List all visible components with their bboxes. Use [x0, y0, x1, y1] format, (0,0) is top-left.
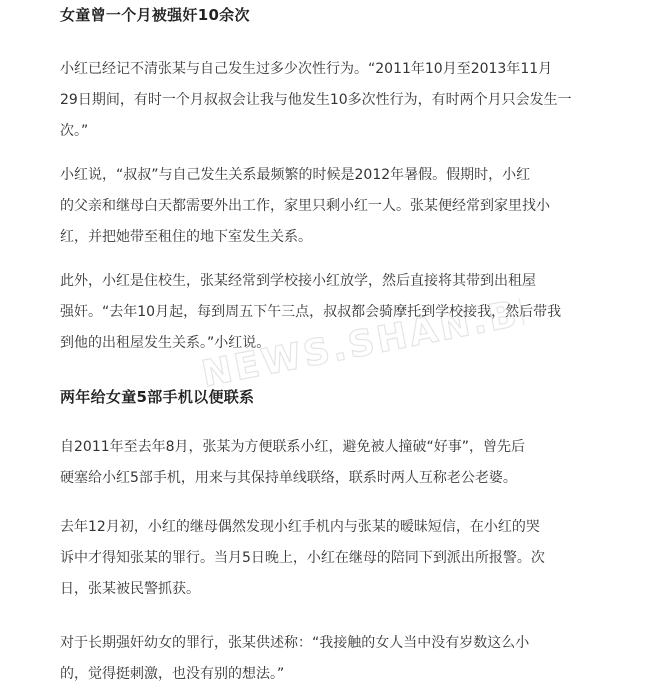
paragraph-line: 自2011年至去年8月，张某为方便联系小红，避免被人撞破“好事”，曾先后: [60, 439, 526, 455]
paragraph-2: [60, 160, 620, 253]
paragraph-3: [60, 266, 620, 359]
paragraph-line: 小红已经记不清张某与自己发生过多少次性行为。“2011年10月至2013年11月: [60, 61, 553, 77]
paragraph-4: [60, 432, 620, 494]
paragraph-1: [60, 54, 620, 147]
paragraph-line: 到他的出租屋发生关系。”小红说。: [60, 335, 271, 351]
section-heading-2: 两年给女童5部手机以便联系: [60, 388, 255, 406]
paragraph-line: 小红说，“叔叔”与自己发生关系最频繁的时候是2012年暑假。假期时，小红: [60, 167, 531, 183]
watermark-text: NEWS.SHAN.BBOS: [198, 281, 528, 396]
paragraph-line: 的，觉得挺刺激，也没有别的想法。”: [60, 666, 285, 682]
paragraph-line: 红，并把她带至租住的地下室发生关系。: [60, 229, 312, 245]
paragraph-line: 硬塞给小红5部手机，用来与其保持单线联络，联系时两人互称老公老婆。: [60, 470, 517, 486]
paragraph-line: 次。”: [60, 123, 89, 139]
paragraph-line: 去年12月初，小红的继母偶然发现小红手机内与张某的暧昧短信，在小红的哭: [60, 519, 540, 535]
section-heading-1: 女童曾一个月被强奸10余次: [60, 6, 250, 24]
paragraph-line: 此外，小红是住校生，张某经常到学校接小红放学，然后直接将其带到出租屋: [60, 273, 536, 289]
paragraph-5: [60, 512, 620, 605]
paragraph-line: 29日期间，有时一个月叔叔会让我与他发生10多次性行为，有时两个月只会发生一: [60, 92, 572, 108]
paragraph-line: 的父亲和继母白天都需要外出工作，家里只剩小红一人。张某便经常到家里找小: [60, 198, 550, 214]
paragraph-line: 对于长期强奸幼女的罪行，张某供述称：“我接触的女人当中没有岁数这么小: [60, 635, 530, 651]
paragraph-line: 强奸。“去年10月起，每到周五下午三点，叔叔都会骑摩托到学校接我，然后带我: [60, 304, 562, 320]
paragraph-6: [60, 628, 620, 690]
paragraph-line: 诉中才得知张某的罪行。当月5日晚上，小红在继母的陪同下到派出所报警。次: [60, 550, 545, 566]
paragraph-line: 日，张某被民警抓获。: [60, 581, 200, 597]
